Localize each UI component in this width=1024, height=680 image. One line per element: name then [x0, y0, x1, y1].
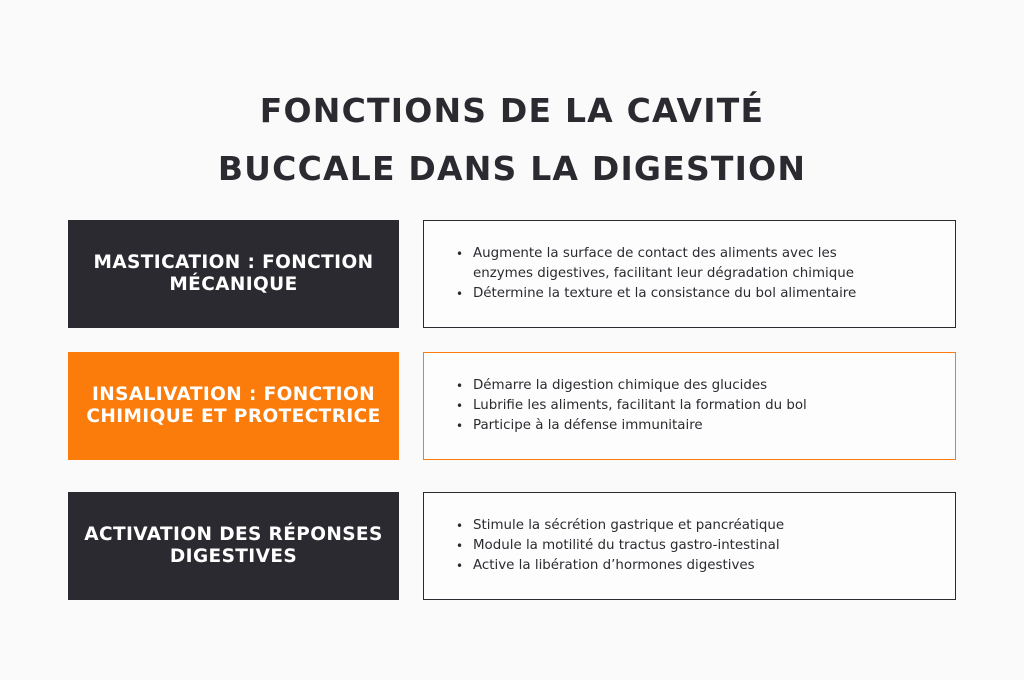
function-label-line-2: DIGESTIVES: [169, 546, 298, 567]
function-label-box: [68, 352, 399, 460]
bullet-dot-icon: •: [456, 539, 464, 553]
bullet-dot-icon: •: [456, 247, 464, 261]
bullet-dot-icon: •: [456, 519, 464, 533]
bullet-text: Stimule la sécrétion gastrique et pancréatique: [473, 518, 785, 533]
bullet-text: Module la motilité du tractus gastro-intestinal: [473, 538, 780, 553]
function-bullet-list: [454, 376, 935, 436]
page-title-line-2: BUCCALE DANS LA DIGESTION: [217, 149, 807, 188]
bullet-item: [454, 416, 935, 436]
bullet-text: Participe à la défense immunitaire: [473, 418, 703, 433]
function-label-box: [68, 220, 399, 328]
function-label: [86, 384, 380, 428]
bullet-dot-icon: •: [456, 399, 464, 413]
function-label-line-1: MASTICATION : FONCTION: [93, 252, 374, 273]
bullet-dot-icon: •: [456, 379, 464, 393]
function-row-activation: [68, 492, 956, 600]
bullet-dot-icon: •: [456, 419, 464, 433]
function-description-box: [423, 352, 956, 460]
function-description-box: [423, 220, 956, 328]
bullet-text: Active la libération d’hormones digestives: [473, 558, 755, 573]
bullet-text-line-1: Augmente la surface de contact des aliments avec les: [473, 246, 837, 261]
function-label-line-2: CHIMIQUE ET PROTECTRICE: [86, 406, 381, 427]
bullet-item: [454, 244, 935, 284]
function-bullet-list: [454, 516, 935, 576]
bullet-item: [454, 536, 935, 556]
function-label: [94, 252, 374, 296]
bullet-item: [454, 284, 935, 304]
bullet-text-line-2: enzymes digestives, facilitant leur dégradation chimique: [473, 266, 854, 281]
function-label-line-1: INSALIVATION : FONCTION: [92, 384, 375, 405]
page-title-line-1: FONCTIONS DE LA CAVITÉ: [259, 91, 765, 130]
page-title: [0, 82, 1024, 198]
bullet-dot-icon: •: [456, 287, 464, 301]
bullet-text: Lubrifie les aliments, facilitant la formation du bol: [473, 398, 807, 413]
function-row-insalivation: [68, 352, 956, 460]
function-bullet-list: [454, 244, 935, 304]
bullet-item: [454, 396, 935, 416]
bullet-text: Détermine la texture et la consistance du bol alimentaire: [473, 286, 857, 301]
function-label: [84, 524, 382, 568]
function-description-box: [423, 492, 956, 600]
bullet-item: [454, 516, 935, 536]
bullet-text: Démarre la digestion chimique des glucides: [473, 378, 768, 393]
function-label-line-2: MÉCANIQUE: [169, 274, 298, 295]
function-label-line-1: ACTIVATION DES RÉPONSES: [84, 524, 383, 545]
bullet-item: [454, 556, 935, 576]
function-row-mastication: [68, 220, 956, 328]
bullet-item: [454, 376, 935, 396]
function-label-box: [68, 492, 399, 600]
bullet-dot-icon: •: [456, 559, 464, 573]
